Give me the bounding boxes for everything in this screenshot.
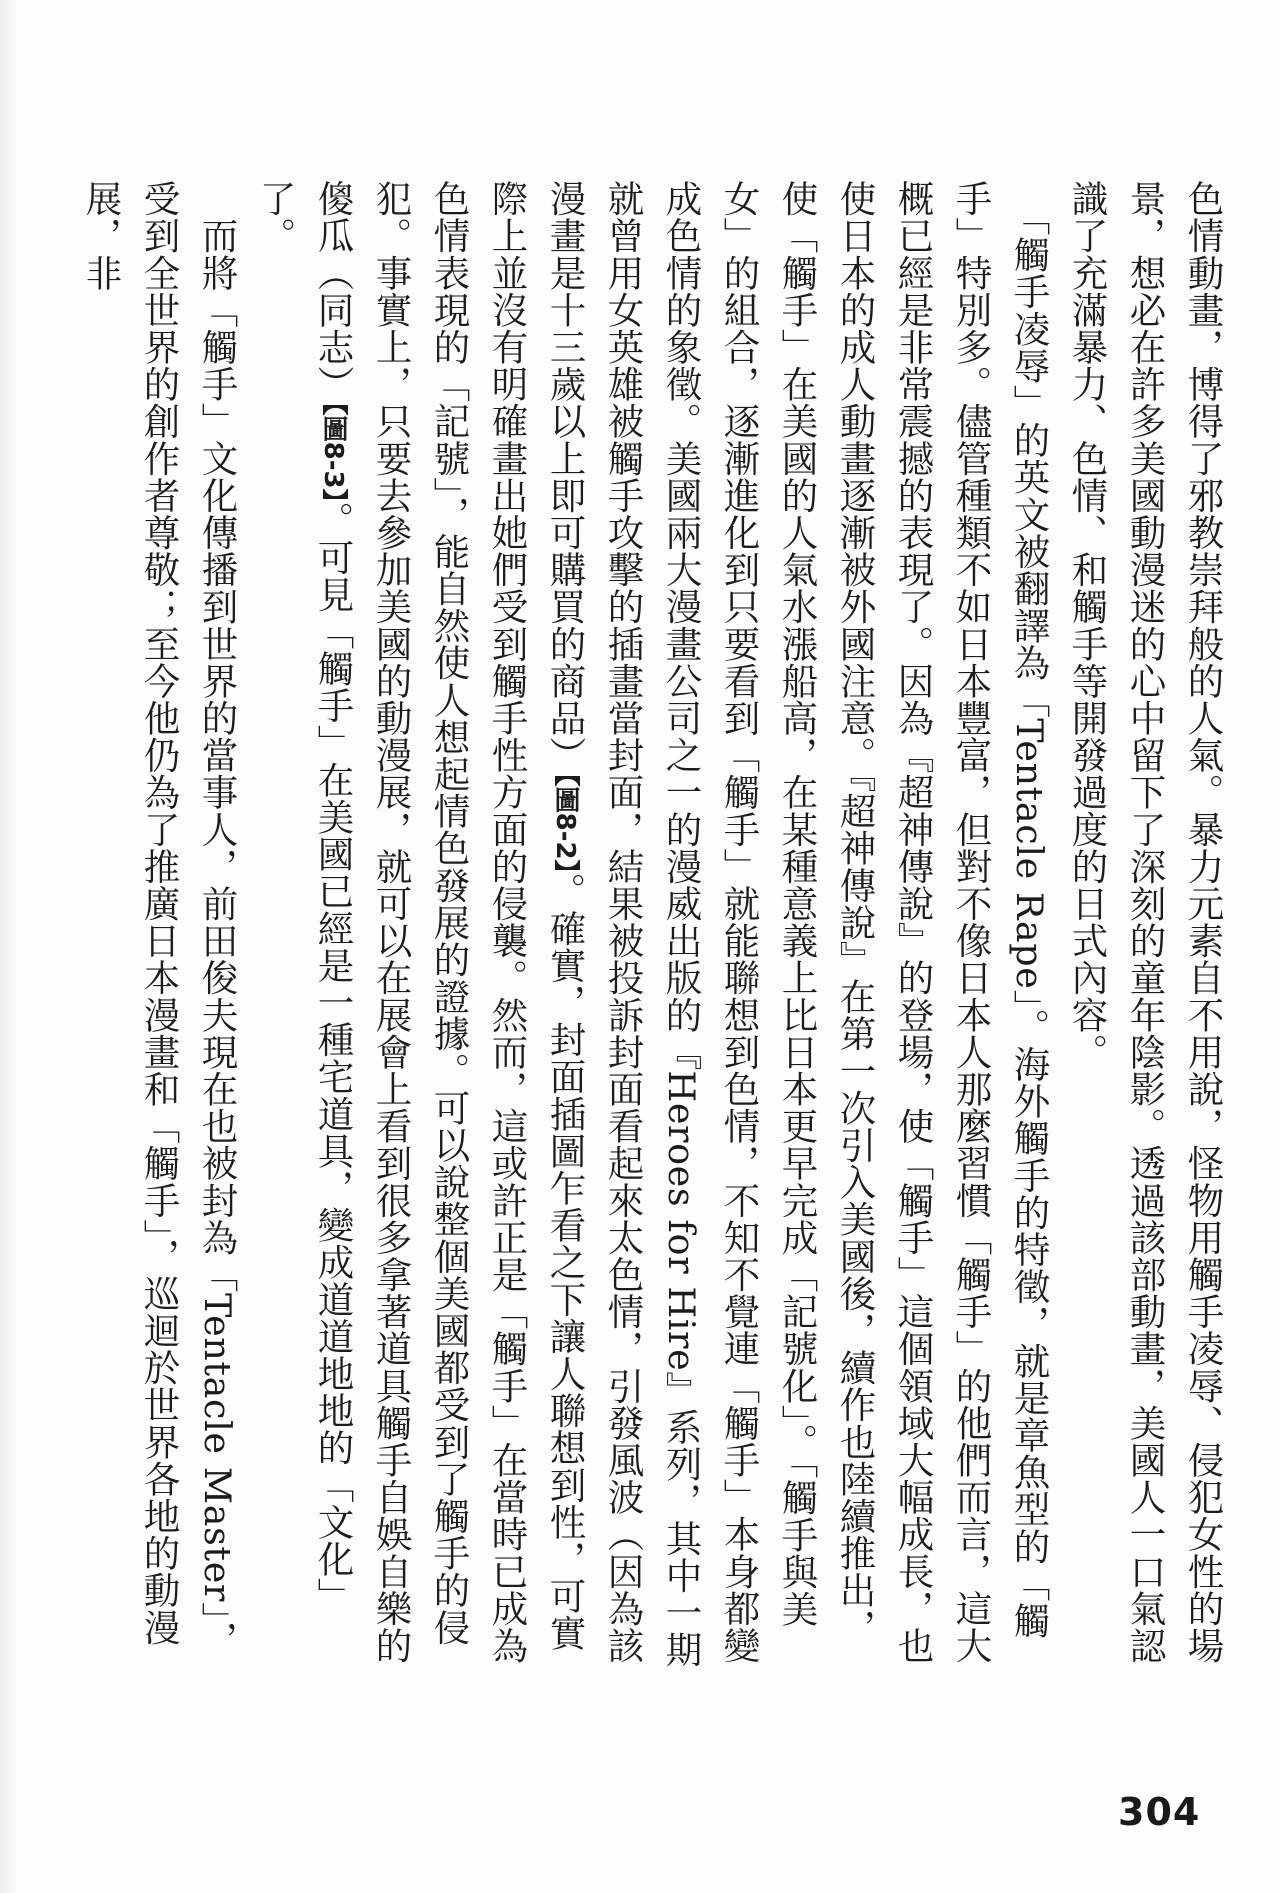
paragraph-2-text-c: 。可見「觸手」在美國已經是一種宅道具，變成道道地地的「文化」了。 <box>254 180 355 1615</box>
paragraph-1-text: 色情動畫，博得了邪教崇拜般的人氣。暴力元素自不用說，怪物用觸手凌辱、侵犯女性的場景，想必在許多美國動漫迷的心中留下了深刻的童年陰影。透過該部動畫，美國人一口氣認識了充滿暴力、色情、和觸手等開發過度的日式內容。 <box>1066 180 1225 1664</box>
body-text <box>80 180 1232 1680</box>
paragraph-1 <box>1066 180 1225 1664</box>
vertical-text-block <box>80 180 1232 1680</box>
spine-shadow <box>0 0 18 1893</box>
paragraph-2 <box>254 180 1051 1668</box>
figure-reference-8-3: 【圖8-3】 <box>318 402 348 502</box>
paragraph-3 <box>80 180 239 1658</box>
figure-reference-8-2: 【圖8-2】 <box>550 773 580 873</box>
page-number: 304 <box>1118 1790 1201 1834</box>
paragraph-2-text-b: 。確實，封面插圖乍看之下讓人聯想到性，可實際上並沒有明確畫出她們受到觸手性方面的侵襲。然而，這或許正是「觸手」在當時已成為色情表現的「記號」，能自然使人想起情色發展的證據。可以說整個美國都受到了觸手的侵犯。事實上，只要去參加美國的動漫展，就可以在展會上看到很多拿著道具觸手自娛自樂的傻瓜（同志） <box>312 180 587 1664</box>
paragraph-2-text-a: 「觸手凌辱」的英文被翻譯為「Tentacle Rape」。海外觸手的特徵，就是章魚型的「觸手」特別多。儘管種類不如日本豐富，但對不像日本人那麼習慣「觸手」的他們而言，這大概已經是非常震撼的表現了。因為『超神傳說』的登場，使「觸手」這個領域大幅成長，也使日本的成人動畫逐漸被外國注意。『超神傳說』在第一次引入美國後，續作也陸續推出，使「觸手」在美國的人氣水漲船高，在某種意義上比日本更早完成「記號化」。「觸手與美女」的組合，逐漸進化到只要看到「觸手」就能聯想到色情，不知不覺連「觸手」本身都變成色情的象徵。美國兩大漫畫公司之一的漫威出版的『Heroes for Hire』系列，其中一期就曾用女英雄被觸手攻擊的插畫當封面，結果被投訴封面看起來太色情，引發風波（因為該漫畫是十三歲以上即可購買的商品） <box>544 180 1051 1669</box>
paragraph-3-text: 而將「觸手」文化傳播到世界的當事人，前田俊夫現在也被封為「Tentacle Master」，受到全世界的創作者尊敬；至今他仍為了推廣日本漫畫和「觸手」，巡迴於世界各地的動漫展，非 <box>80 180 239 1658</box>
